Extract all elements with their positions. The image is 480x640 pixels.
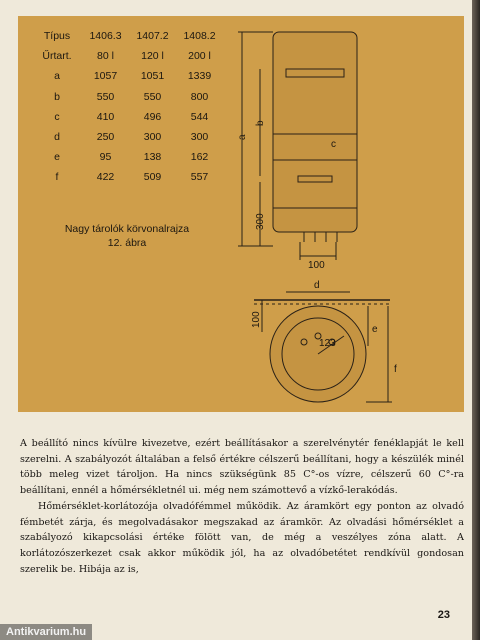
- heater-outline-drawing: [18, 16, 464, 412]
- row-label: e: [54, 151, 60, 164]
- label-d: d: [314, 280, 320, 291]
- table-cell: 162: [190, 151, 209, 164]
- header-label: Típus: [43, 30, 71, 43]
- table-cell: 1051: [140, 70, 165, 83]
- row-label: f: [55, 171, 59, 184]
- row-label: c: [54, 110, 60, 123]
- row-label: Űrtart.: [42, 50, 72, 63]
- paragraph: Hőmérséklet-korlátozója olvadófémmel működik. Az áramkört egy ponton az olvadó fémbetét zárja, és megolvadásakor megszakad az áramkör. Az olvadási hőmérséklet a szabályozó kikapcsolási értéke fölött van, de még a veszélyes zóna alatt. A korlátozószerkezet csak akkor működik jól, ha az olvadóbetétet rendkívül gondosan szerelik be. Hibája az is,: [20, 500, 464, 575]
- table-cell: 550: [143, 90, 162, 103]
- table-cell: 300: [190, 131, 209, 144]
- label-300: 300: [255, 213, 266, 230]
- table-cell: 1057: [93, 70, 118, 83]
- paragraph: A beállító nincs kívülre kivezetve, ezért beállításakor a szerelvénytér fenéklapját le kell szerelni. A szabályozót általában a felső értékre célszerű beállítani, hogy a készülék minél több meleg vizet tároljon. Ha nincs szükségünk 85 C°-os vízre, célszerű 60 C°-ra beállítani, ennél a hőmérsékletnél ui. még nem számottevő a vízkő-lerakódás.: [20, 438, 464, 497]
- label-c: c: [331, 139, 336, 150]
- label-100-front: 100: [308, 260, 325, 271]
- body-text: [20, 436, 464, 577]
- label-123: 123: [319, 338, 336, 349]
- label-a: a: [237, 134, 248, 140]
- heater-body-front: [273, 32, 357, 232]
- table-cell: 544: [190, 110, 209, 123]
- row-label: b: [54, 90, 60, 103]
- table-cell: 550: [96, 90, 115, 103]
- label-100-side: 100: [251, 311, 262, 328]
- label-f: f: [394, 364, 397, 375]
- table-cell: 200 l: [188, 50, 211, 63]
- table-cell: 1339: [187, 70, 212, 83]
- table-cell: 509: [143, 171, 162, 184]
- caption-title: Nagy tárolók körvonalrajza: [64, 223, 190, 235]
- label-b: b: [255, 120, 266, 126]
- table-cell: 557: [190, 171, 209, 184]
- table-cell: 800: [190, 90, 209, 103]
- row-label: a: [54, 70, 60, 83]
- table-cell: 496: [143, 110, 162, 123]
- page-edge: [472, 0, 480, 640]
- header-col: 1407.2: [136, 30, 169, 43]
- caption-number: 12. ábra: [107, 237, 147, 249]
- row-label: d: [54, 131, 60, 144]
- header-col: 1408.2: [183, 30, 216, 43]
- header-col: 1406.3: [89, 30, 122, 43]
- table-cell: 95: [99, 151, 112, 164]
- table-cell: 120 l: [141, 50, 164, 63]
- table-cell: 250: [96, 131, 115, 144]
- figure-12: [18, 16, 464, 412]
- table-cell: 80 l: [97, 50, 114, 63]
- table-cell: 300: [143, 131, 162, 144]
- table-cell: 410: [96, 110, 115, 123]
- table-cell: 138: [143, 151, 162, 164]
- page-number: 23: [437, 609, 450, 621]
- watermark-logo: Antikvarium.hu: [0, 624, 92, 640]
- table-cell: 422: [96, 171, 115, 184]
- label-e: e: [372, 324, 378, 335]
